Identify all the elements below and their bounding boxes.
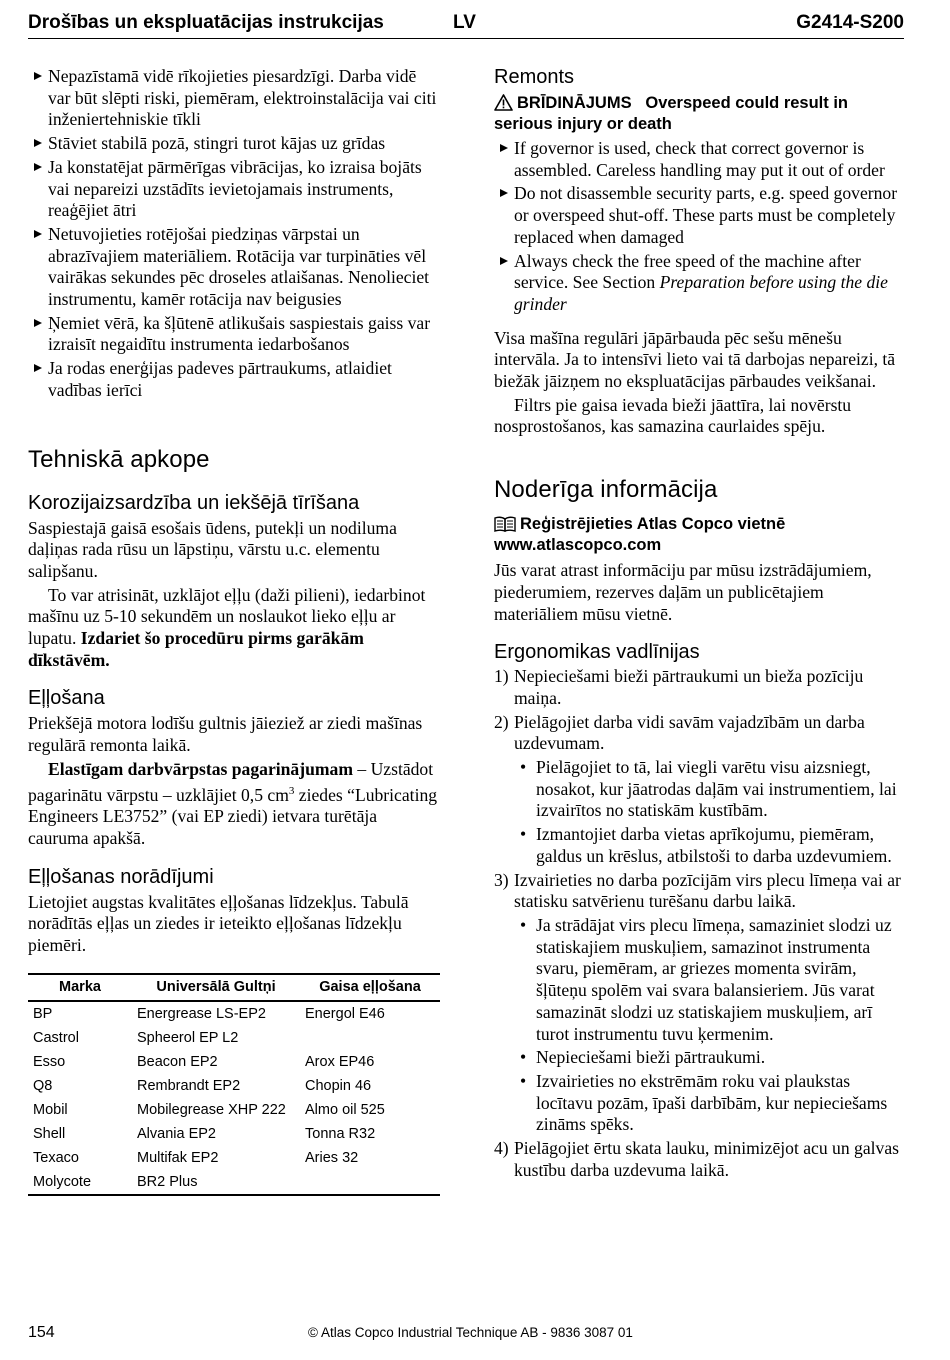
table-cell: Molycote: [33, 1173, 92, 1190]
item-number: 4): [494, 1138, 509, 1159]
sub-list: [514, 915, 904, 1136]
table-row: [28, 1146, 440, 1170]
oiling-text-a: – Uzstādot pagarinātu vārpstu – uzklājiet 0,5 cm: [28, 758, 434, 805]
book-icon: [494, 515, 520, 533]
table-cell: Rembrandt EP2: [137, 1077, 241, 1094]
sub-list-item: • Izvairieties no ekstrēmām roku vai plaukstas locītavu pozām, īpaši darbībām, kur nepieciešams zināms spēks.: [514, 1071, 904, 1136]
register-note: [494, 514, 904, 556]
overspeed-warning: [494, 93, 904, 135]
table-cell: Mobil: [33, 1101, 68, 1118]
table-row: [28, 1170, 440, 1195]
ergonomics-item: [494, 712, 904, 868]
page-header: [28, 10, 904, 39]
right-column: [494, 66, 904, 1183]
ergonomics-heading: Ergonomikas vadlīnijas: [494, 641, 700, 664]
table-cell: Tonna R32: [305, 1125, 376, 1142]
table-header-air-oil: Gaisa eļļošana: [319, 978, 421, 995]
left-column: [28, 66, 440, 1196]
oiling-paragraph-1: Priekšējā motora lodīšu gultnis jāieziež ar ziedi mašīnas regulārā remonta laikā.: [28, 713, 423, 756]
section-reference: Preparation before using the die grinder: [514, 272, 888, 314]
list-item: Ņemiet vērā, ka šļūtenē atlikušais saspiestais gaiss var izraisīt negaidītu instrumenta iedarbošanos: [28, 313, 440, 356]
table-cell: Multifak EP2: [137, 1149, 219, 1166]
item-number: 2): [494, 711, 509, 732]
table-cell: Chopin 46: [305, 1077, 372, 1094]
list-item: If governor is used, check that correct governor is assembled. Careless handling may put it out of order: [494, 138, 904, 181]
table-cell: Mobilegrease XHP 222: [137, 1101, 286, 1118]
sub-list: [514, 757, 904, 868]
useful-info-heading: Noderīga informācija: [494, 476, 718, 504]
table-cell: [300, 1170, 440, 1195]
lubricants-table: [28, 973, 440, 1196]
copyright-text: © Atlas Copco Industrial Technique AB - 9836 3087 01: [308, 1325, 633, 1340]
safety-bullet-list: [28, 66, 440, 402]
header-model-code: G2414-S200: [796, 12, 904, 33]
item-text: Pielāgojiet darba vidi savām vajadzībām un darba uzdevumam.: [514, 711, 865, 754]
sub-list-item: • Izmantojiet darba vietas aprīkojumu, piemēram, galdus un krēslus, atbilstoši to darba uzdevumiem.: [514, 824, 904, 867]
table-header-brand: Marka: [59, 978, 101, 995]
table-cell: [300, 1026, 440, 1050]
ergonomics-item: [494, 666, 904, 709]
table-row: [28, 1122, 440, 1146]
service-paragraph-2: Filtrs pie gaisa ievada bieži jāattīra, lai novērstu nosprostošanos, kas samazina caurlaides spēju.: [494, 394, 852, 437]
table-row: [28, 1050, 440, 1074]
table-cell: Texaco: [33, 1149, 79, 1166]
sub-list-item: • Ja strādājat virs plecu līmeņa, samaziniet slodzi uz statiskajiem muskuļiem, samazinot instrumenta svaru, piemēram, ar griezes momenta svirām, šļūteņu spolēm vai svara balansieriem. Jūs varat samazināt slodzi uz statiskajiem muskuļiem, arī turot instrumentu tuvu ķermenim.: [514, 915, 904, 1045]
warning-label: BRĪDINĀJUMS: [517, 94, 632, 112]
register-paragraph: Jūs varat atrast informāciju par mūsu izstrādājumiem, piederumiem, rezerves daļām un publicētajiem materiāliem mūsu vietnē.: [494, 560, 872, 624]
table-cell: Castrol: [33, 1029, 79, 1046]
lubrication-instructions-heading: Eļļošanas norādījumi: [28, 865, 214, 888]
page-number: 154: [28, 1324, 55, 1341]
table-cell: Alvania EP2: [137, 1125, 216, 1142]
lubrication-instructions-paragraph: Lietojiet augstas kvalitātes eļļošanas līdzekļus. Tabulā norādītās eļļas un ziedes ir ieteikto eļļošanas līdzekļu piemēri.: [28, 891, 409, 955]
list-item: Ja rodas enerģijas padeves pārtraukums, atlaidiet vadības ierīci: [28, 358, 440, 401]
list-item: Do not disassemble security parts, e.g. speed governor or overspeed shut-off. These parts must be completely replaced when damaged: [494, 183, 904, 248]
table-cell: Arox EP46: [305, 1053, 375, 1070]
table-row: [28, 1026, 440, 1050]
oiling-bold-text: Elastīgam darbvārpstas pagarinājumam: [48, 758, 353, 779]
table-cell: Esso: [33, 1053, 66, 1070]
corrosion-heading: Korozijaizsardzība un iekšējā tīrīšana: [28, 491, 360, 514]
list-item: [494, 251, 904, 316]
table-row: [28, 1098, 440, 1122]
table-cell: Spheerol EP L2: [137, 1029, 239, 1046]
item-text: Pielāgojiet ērtu skata lauku, minimizējot acu un galvas kustību darba uzdevuma laikā.: [514, 1138, 900, 1180]
corrosion-paragraph-2: [28, 585, 440, 672]
list-item: Nepazīstamā vidē rīkojieties piesardzīgi. Darba vidē var būt slēpti riski, piemēram, elektroinstalācija vai citi inženiertehniskie tīkli: [28, 66, 440, 131]
table-cell: Beacon EP2: [137, 1053, 218, 1070]
table-cell: BR2 Plus: [137, 1173, 198, 1190]
ergonomics-item: [494, 870, 904, 1136]
corrosion-text: To var atrisināt, uzklājot eļļu (daži pilieni), iedarbinot mašīnu uz 5-10 sekundēm un noslaukot lieko eļļu ar lupatu.: [28, 584, 426, 649]
list-item-text: Always check the free speed of the machine after service. See Section: [514, 250, 861, 293]
item-text: Izvairieties no darba pozīcijām virs plecu līmeņa vai ar statisku satvērienu turēšanu darbu laikā.: [514, 869, 901, 912]
table-cell: Energrease LS-EP2: [137, 1005, 266, 1022]
oiling-paragraph-2: [28, 759, 440, 850]
warning-text: Overspeed could result in serious injury or death: [494, 94, 848, 133]
corrosion-bold-text: Izdariet šo procedūru pirms garākām dīkstāvēm.: [28, 628, 364, 670]
list-item: Ja konstatējat pārmērīgas vibrācijas, ko izraisa bojāts vai nepareizi uzstādīts ievietojamais instruments, reaģējiet ātri: [28, 157, 440, 222]
table-cell: Almo oil 525: [305, 1101, 385, 1118]
table-header-bearings: Universālā Gultņi: [156, 978, 276, 995]
ergonomics-item: [494, 1138, 904, 1181]
table-cell: Aries 32: [305, 1149, 359, 1166]
oiling-text-b: ziedes “Lubricating Engineers LE3752” (vai EP ziedi) ietvara turētāja cauruma apakšā.: [28, 784, 438, 848]
warning-triangle-icon: [494, 94, 517, 112]
list-item: Stāviet stabilā pozā, stingri turot kājas uz grīdas: [28, 133, 440, 155]
register-text: Reģistrējieties Atlas Copco vietnē www.atlascopco.com: [494, 515, 786, 555]
table-cell: Shell: [33, 1125, 66, 1142]
item-text: Nepieciešami bieži pārtraukumi un bieža pozīciju maiņa.: [514, 666, 864, 708]
table-header-row: [28, 974, 440, 1001]
header-title: Drošības un ekspluatācijas instrukcijas: [28, 12, 384, 33]
repairs-bullet-list: [494, 138, 904, 316]
header-language: LV: [453, 12, 476, 33]
table-row: [28, 1001, 440, 1026]
item-number: 3): [494, 869, 509, 890]
oiling-superscript: 3: [288, 784, 295, 797]
item-number: 1): [494, 666, 509, 687]
table-cell: Q8: [33, 1077, 53, 1094]
sub-list-item: • Pielāgojiet to tā, lai viegli varētu visu aizsniegt, nosakot, kur jāatrodas daļām vai instrumentiem, lai izvairītos no statiskām kustībām.: [514, 757, 904, 822]
table-row: [28, 1074, 440, 1098]
maintenance-heading: Tehniskā apkope: [28, 445, 210, 473]
oiling-heading: Eļļošana: [28, 687, 105, 710]
ergonomics-list: [494, 666, 904, 1181]
table-cell: Energol E46: [305, 1005, 385, 1022]
table-cell: BP: [33, 1005, 53, 1022]
service-paragraph-1: Visa mašīna regulāri jāpārbauda pēc sešu mēnešu intervāla. Ja to intensīvi lieto vai tā darbojas nepareizi, tā biežāk jāizņem no ekspluatācijas pārbaudes veikšanai.: [494, 327, 896, 392]
sub-list-item: • Nepieciešami bieži pārtraukumi.: [514, 1047, 904, 1069]
list-item: Netuvojieties rotējošai piedziņas vārpstai un abrazīvajiem materiāliem. Rotācija var turpināties vēl vairākas sekundes pēc droseles atlaišanas. Nenolieciet instrumentu, kamēr rotācija nav beigusies: [28, 224, 440, 311]
repairs-heading: Remonts: [494, 66, 575, 88]
corrosion-paragraph-1: Saspiestajā gaisā esošais ūdens, putekļi un nodiluma daļiņas rada rūsu un lāpstiņu, vārstu u.c. elementu salipšanu.: [28, 517, 397, 581]
